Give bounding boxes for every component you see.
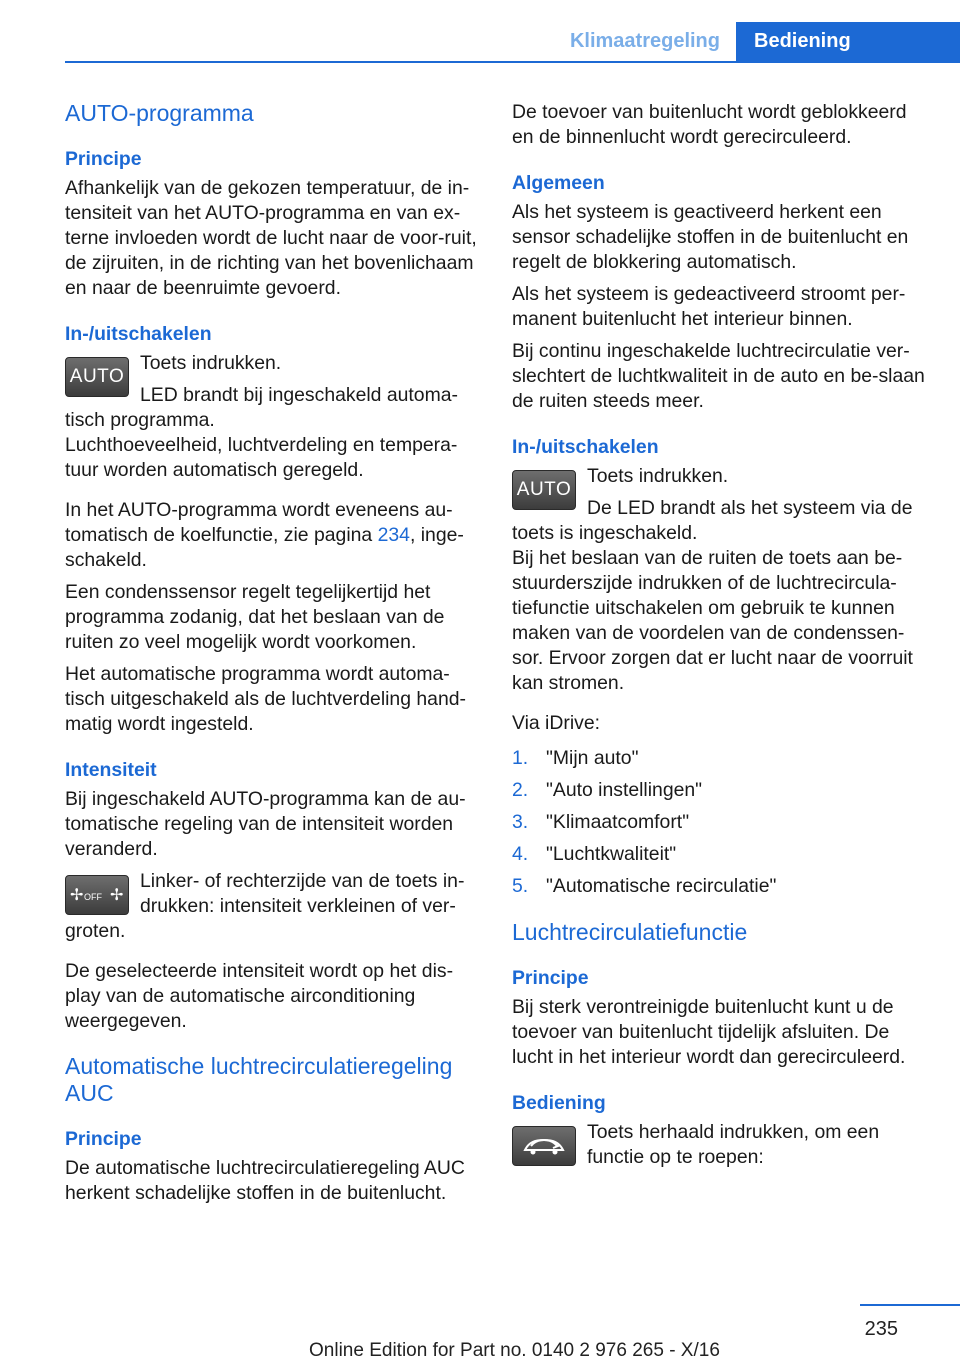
text-condenssensor: Een condenssensor regelt tegelijkertijd het programma zodanig, dat het beslaan van de ruiten zo veel mogelijk wordt voorkomen. [65,581,445,653]
text-display: De geselecteerde intensiteit wordt op het dis-play van de automatische airconditioning weergegeven. [65,960,454,1032]
step-text: "Klimaatcomfort" [546,811,690,833]
heading-principe: Principe [65,148,142,170]
idrive-steps-list [512,746,932,899]
auc-key-block [512,464,932,546]
text-beslaan: Bij het beslaan van de ruiten de toets aan be-stuurderszijde indrukken of de luchtrecircula-tiefunctie uitschakelen om gebruik te kunnen maken van de voordelen van de condenssen-sor. Ervoor zorgen dat er lucht naar de voorruit kan stromen. [512,547,913,694]
heading-auto-programma: AUTO-programma [65,100,254,126]
fan-large-icon: ✢ [110,887,124,904]
step-number: 2. [512,779,529,801]
car-recirculation-icon [521,1134,567,1158]
heading-luchtrecirculatiefunctie: Luchtrecirculatiefunctie [512,919,748,945]
text-koelfunctie: In het AUTO-programma wordt eveneens au-tomatisch de koelfunctie, zie pagina 234, inge-schakeld. [65,499,464,571]
text-linker-rechterzijde: Linker- of rechterzijde van de toets in-drukken: intensiteit verkleinen of ver-groten. [65,870,465,942]
header-rule [65,61,960,63]
text-gedeactiveerd: Als het systeem is gedeactiveerd stroomt per-manent buitenlucht het interieur binnen. [512,283,906,330]
heading-in-uitschakelen: In-/uitschakelen [65,323,212,345]
text-automatisch-uit: Het automatische programma wordt automa-tisch uitgeschakeld als de luchtverdeling hand-matig wordt ingesteld. [65,663,466,735]
heading-principe-lrf: Principe [512,967,589,989]
idrive-step [512,746,932,771]
fan-intensity-button-icon [65,875,129,915]
text-toets-herhaald: Toets herhaald indrukken, om een functie op te roepen: [587,1121,880,1168]
text-geactiveerd: Als het systeem is geactiveerd herkent een sensor schadelijke stoffen in de buitenlucht en regelt de blokkering automatisch. [512,201,909,273]
text-intensiteit: Bij ingeschakeld AUTO-programma kan de au-tomatische regeling van de intensiteit worden veranderd. [65,788,466,860]
edition-note: Online Edition for Part no. 0140 2 976 265 - X/16 [309,1340,720,1361]
text-continu: Bij continu ingeschakelde luchtrecirculatie ver-slechtert de luchtkwaliteit in de auto en be-slaan de ruiten steeds meer. [512,340,925,412]
text-principe: Afhankelijk van de gekozen temperatuur, de in-tensiteit van het AUTO-programma en van ex-terne invloeden wordt de lucht naar de voor-ruit, de zijruiten, in de richting van het bovenlichaam en naar de beenruimte gevoerd. [65,177,477,299]
heading-algemeen: Algemeen [512,172,605,194]
fan-key-block [65,869,485,944]
heading-intensiteit: Intensiteit [65,759,157,781]
text-led-brandt: LED brandt bij ingeschakeld automa-tisch programma. [65,384,458,431]
text-led-auc: De LED brandt als het systeem via de toets is ingeschakeld. [512,497,913,544]
page-link-234[interactable]: 234 [377,524,410,546]
page-header [0,0,960,62]
idrive-step [512,842,932,867]
text-toets-indrukken: Toets indrukken. [140,352,282,374]
text-luchthoeveelheid: Luchthoeveelheid, luchtverdeling en tempera-tuur worden automatisch geregeld. [65,434,458,481]
heading-auc: Automatische luchtrecirculatieregeling AUC [65,1053,453,1106]
idrive-step [512,810,932,835]
text-via-idrive: Via iDrive: [512,712,601,734]
fan-off-label: OFF [83,892,102,902]
text-toevoer: De toevoer van buitenlucht wordt geblokkeerd en de binnenlucht wordt gerecirculeerd. [512,101,907,148]
header-tab: Bediening [736,22,960,62]
step-text: "Mijn auto" [546,747,639,769]
text-toets-indrukken-auc: Toets indrukken. [587,465,729,487]
recirculation-button-icon [512,1126,576,1166]
heading-bediening: Bediening [512,1092,606,1114]
fan-small-icon: ✢OFF [70,887,102,904]
step-text: "Auto instellingen" [546,779,703,801]
step-number: 5. [512,875,529,897]
heading-principe-auc: Principe [65,1128,142,1150]
left-column [65,100,485,1206]
step-number: 3. [512,811,529,833]
right-column [512,100,932,1170]
recirc-key-block [512,1120,932,1170]
auc-button-label: AUTO [516,479,572,500]
text-auc: De automatische luchtrecirculatieregeling AUC herkent schadelijke stoffen in de buitenlucht. [65,1157,465,1204]
page-number: 235 [864,1318,898,1340]
auto-key-block [65,351,485,433]
text-verontreinigd: Bij sterk verontreinigde buitenlucht kunt u de toevoer van buitenlucht tijdelijk afsluiten. De lucht in het interieur wordt dan gerecirculeerd. [512,996,906,1068]
header-section: Klimaatregeling [569,30,720,52]
auto-button-icon [65,357,129,397]
idrive-step [512,874,932,899]
step-text: "Luchtkwaliteit" [546,843,677,865]
heading-in-uitschakelen-auc: In-/uitschakelen [512,436,659,458]
step-number: 1. [512,747,529,769]
step-number: 4. [512,843,529,865]
step-text: "Automatische recirculatie" [546,875,777,897]
auto-button-label: AUTO [69,366,125,387]
footer-rule [860,1304,960,1306]
auc-button-icon [512,470,576,510]
idrive-step [512,778,932,803]
